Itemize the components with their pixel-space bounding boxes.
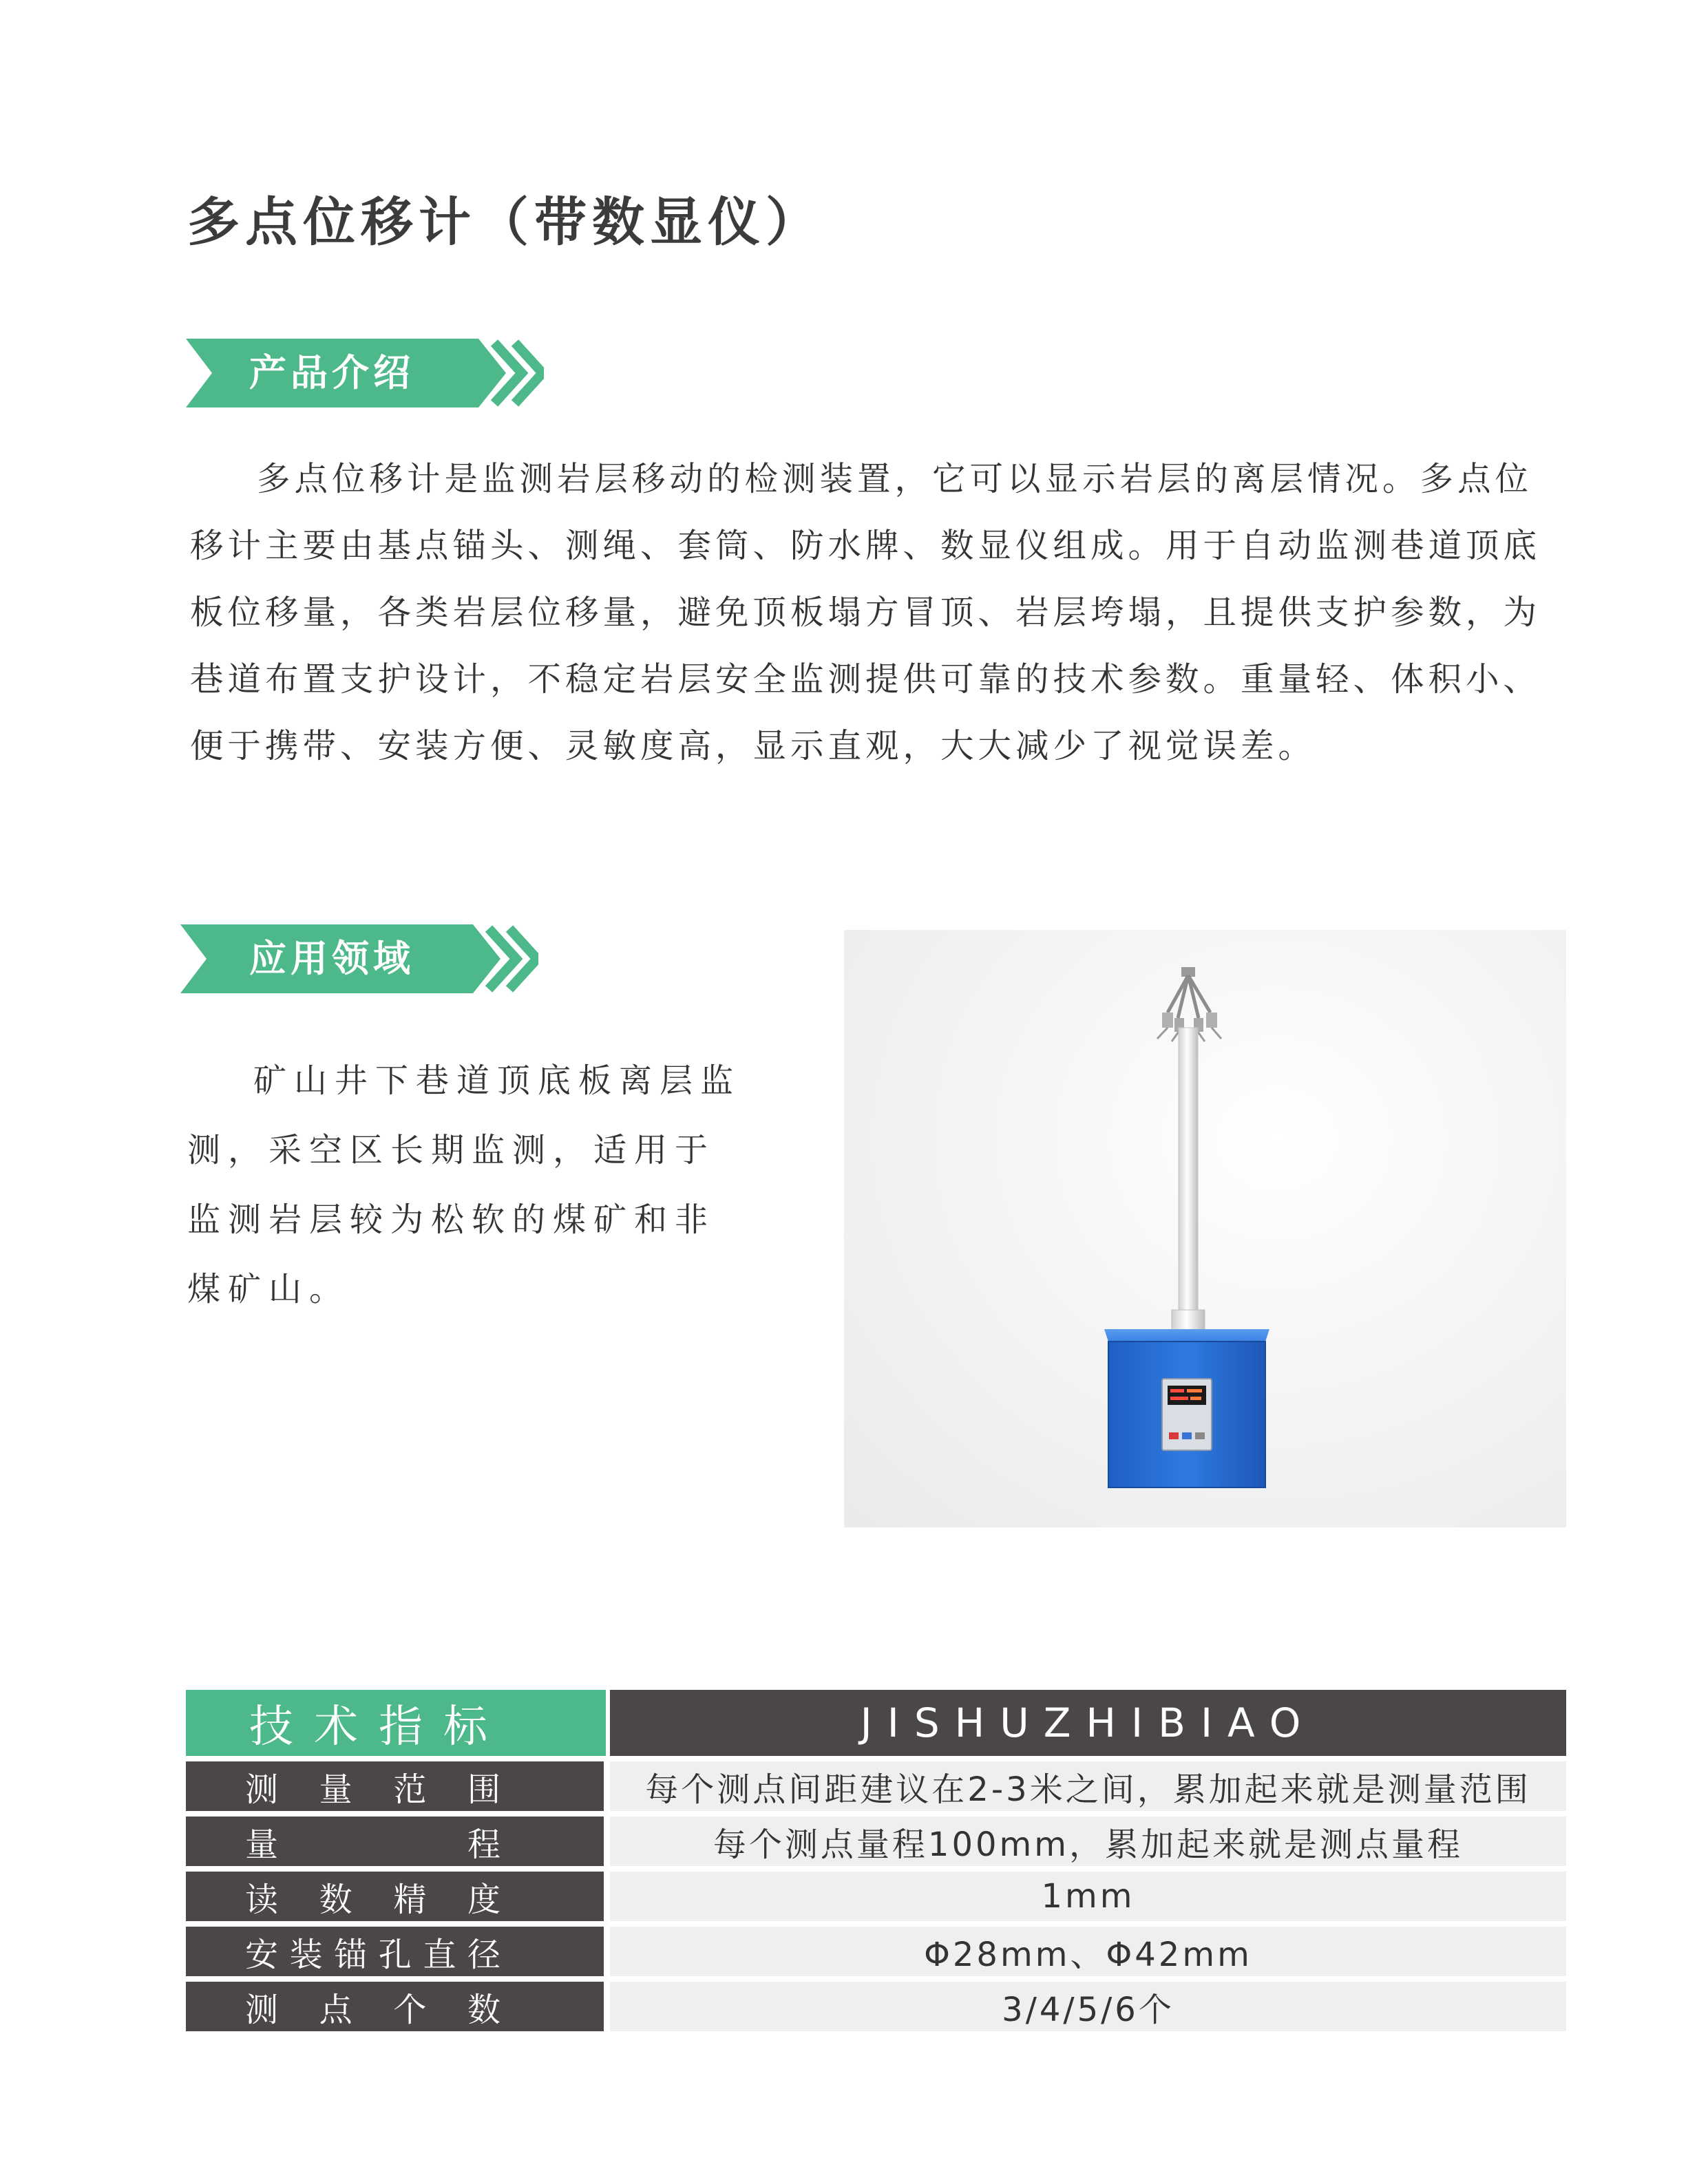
intro-paragraph: 多点位移计是监测岩层移动的检测装置，它可以显示岩层的离层情况。多点位移计主要由基点锚头、测绳、套筒、防水牌、数显仪组成。用于自动监测巷道顶底板位移量，各类岩层位移量，避免顶板塌方冒顶、岩层垮塌，且提供支护参数，为巷道布置支护设计，不稳定岩层安全监测提供可靠的技术参数。重量轻、体积小、便于携带、安装方便、灵敏度高，显示直观，大大减少了视觉误差。 — [190, 460, 1541, 765]
table-row — [186, 1872, 1566, 1921]
spec-value: 每个测点量程100mm，累加起来就是测点量程 — [610, 1816, 1566, 1866]
spec-label-cell — [186, 1816, 604, 1866]
application-paragraph: 矿山井下巷道顶底板离层监测，采空区长期监测，适用于监测岩层较为松软的煤矿和非煤矿山。 — [187, 1061, 741, 1309]
table-row — [186, 1761, 1566, 1811]
spec-label: 读数精度 — [245, 1880, 500, 1919]
spec-header-left: 技术指标 — [186, 1690, 606, 1756]
display-box — [1104, 1329, 1269, 1487]
spec-label-cell — [186, 1982, 604, 2031]
spec-label: 测点个数 — [245, 1990, 500, 2029]
sleeve-pipe — [1179, 1028, 1198, 1317]
spec-label-cell — [186, 1761, 604, 1811]
spec-label: 量程 — [245, 1825, 500, 1864]
application-heading: 应用领域 — [249, 937, 414, 980]
spec-label: 测量范围 — [245, 1770, 500, 1809]
spec-label: 安装锚孔直径 — [245, 1935, 500, 1974]
spec-header-right: JISHUZHIBIAO — [610, 1690, 1566, 1756]
section-tag-application — [180, 924, 538, 993]
table-row — [186, 1816, 1566, 1866]
spec-label-cell — [186, 1872, 604, 1921]
spec-label-cell — [186, 1927, 604, 1976]
page-title: 多点位移计（带数显仪） — [187, 191, 823, 253]
displacement-meter-illustration — [844, 930, 1566, 1527]
table-row — [186, 1982, 1566, 2031]
spec-value: 每个测点间距建议在2-3米之间，累加起来就是测量范围 — [610, 1761, 1566, 1811]
spec-value: 1mm — [610, 1872, 1566, 1921]
intro-heading: 产品介绍 — [249, 351, 414, 394]
table-row — [186, 1927, 1566, 1976]
section-tag-intro — [186, 339, 544, 407]
spec-value: Φ28mm、Φ42mm — [610, 1927, 1566, 1976]
product-photo — [844, 930, 1566, 1527]
spec-value: 3/4/5/6个 — [610, 1982, 1566, 2031]
